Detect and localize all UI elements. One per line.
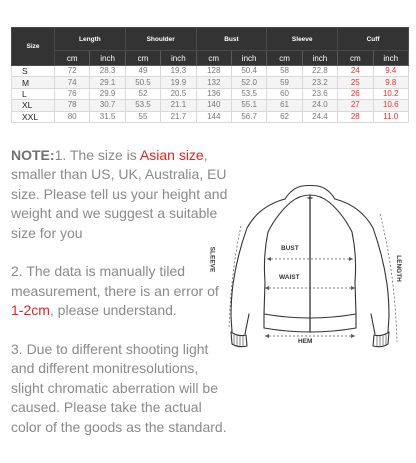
measurement-cell: 61 bbox=[267, 100, 302, 111]
jacket-outline-icon bbox=[205, 182, 416, 352]
size-name-cell: XL bbox=[12, 100, 55, 111]
measurement-cell: 19.3 bbox=[161, 66, 196, 77]
measurement-cell: 9.8 bbox=[373, 77, 408, 88]
measurement-cell: 74 bbox=[55, 77, 90, 88]
measurement-cell: 60 bbox=[267, 88, 302, 99]
size-chart-unit-row bbox=[12, 51, 409, 66]
bust-label: BUST bbox=[281, 245, 299, 252]
table-row bbox=[12, 77, 409, 88]
measurement-cell: 50.4 bbox=[231, 66, 266, 77]
shoulder-header: Shoulder bbox=[125, 28, 196, 51]
measurement-cell: 23.2 bbox=[302, 77, 337, 88]
size-name-cell: L bbox=[12, 88, 55, 99]
table-row bbox=[12, 88, 409, 99]
size-chart-table bbox=[11, 27, 409, 123]
measurement-cell: 25 bbox=[338, 77, 373, 88]
note-3: 3. Due to different shooting light and different monitresolutions, slight chromatic aberration will be caused. Please take the actual color of the goods as the standard. bbox=[11, 341, 227, 435]
measurement-cell: 9.4 bbox=[373, 66, 408, 77]
measurement-cell: 49 bbox=[125, 66, 160, 77]
measurement-cell: 29.1 bbox=[90, 77, 125, 88]
measurement-cell: 59 bbox=[267, 77, 302, 88]
hem-label: HEM bbox=[298, 338, 313, 345]
measurement-cell: 31.5 bbox=[90, 111, 125, 122]
measurement-cell: 30.7 bbox=[90, 100, 125, 111]
unit-header: inch bbox=[302, 51, 337, 66]
unit-header: inch bbox=[161, 51, 196, 66]
measurement-cell: 10.2 bbox=[373, 88, 408, 99]
unit-header: cm bbox=[196, 51, 231, 66]
measurement-cell: 53.5 bbox=[125, 100, 160, 111]
measurement-cell: 55.1 bbox=[231, 100, 266, 111]
note-2-rest: , please understand. bbox=[49, 302, 177, 319]
bust-header: Bust bbox=[196, 28, 267, 51]
measurement-cell: 27 bbox=[338, 100, 373, 111]
measurement-cell: 140 bbox=[196, 100, 231, 111]
measurement-cell: 50.5 bbox=[125, 77, 160, 88]
length-header: Length bbox=[55, 28, 126, 51]
table-row bbox=[12, 111, 409, 122]
size-chart-group-row bbox=[12, 28, 409, 51]
measurement-cell: 144 bbox=[196, 111, 231, 122]
measurement-cell: 28.3 bbox=[90, 66, 125, 77]
measurement-cell: 10.6 bbox=[373, 100, 408, 111]
measurement-cell: 80 bbox=[55, 111, 90, 122]
table-row bbox=[12, 66, 409, 77]
size-column-header: Size bbox=[12, 28, 55, 66]
unit-header: cm bbox=[55, 51, 90, 66]
note-2-text: 2. The data is manually tiled measurement, there is an error of bbox=[11, 263, 219, 299]
measurement-cell: 11.0 bbox=[373, 111, 408, 122]
note-1-text: 1. The size is bbox=[54, 147, 140, 163]
note-2 bbox=[11, 262, 231, 320]
measurement-cell: 21.7 bbox=[161, 111, 196, 122]
measurement-cell: 78 bbox=[55, 100, 90, 111]
measurement-cell: 24 bbox=[338, 66, 373, 77]
measurement-cell: 55 bbox=[125, 111, 160, 122]
measurement-cell: 56.7 bbox=[231, 111, 266, 122]
error-range-highlight: 1-2cm bbox=[11, 302, 50, 319]
unit-header: cm bbox=[267, 51, 302, 66]
size-name-cell: XXL bbox=[12, 111, 55, 122]
measurement-cell: 28 bbox=[338, 111, 373, 122]
size-notes bbox=[11, 146, 231, 437]
measurement-cell: 24.4 bbox=[302, 111, 337, 122]
measurement-cell: 136 bbox=[196, 88, 231, 99]
unit-header: inch bbox=[373, 51, 408, 66]
measurement-cell: 72 bbox=[55, 66, 90, 77]
unit-header: inch bbox=[231, 51, 266, 66]
length-label: LENGTH bbox=[394, 255, 402, 282]
cuff-header: Cuff bbox=[338, 28, 409, 51]
size-name-cell: S bbox=[12, 66, 55, 77]
measurement-cell: 52 bbox=[125, 88, 160, 99]
measurement-cell: 58 bbox=[267, 66, 302, 77]
measurement-cell: 62 bbox=[267, 111, 302, 122]
table-row bbox=[12, 100, 409, 111]
measurement-cell: 52.0 bbox=[231, 77, 266, 88]
size-chart-body bbox=[12, 66, 409, 123]
measurement-cell: 21.1 bbox=[161, 100, 196, 111]
unit-header: cm bbox=[125, 51, 160, 66]
waist-label: WAIST bbox=[279, 274, 300, 281]
note-1-rest: , smaller than US, UK, Australia, EU size. Please tell us your height and weight and we suggest a suitable size for you bbox=[11, 147, 228, 241]
measurement-cell: 29.9 bbox=[90, 88, 125, 99]
sleeve-header: Sleeve bbox=[267, 28, 338, 51]
measurement-cell: 23.6 bbox=[302, 88, 337, 99]
measurement-cell: 19.9 bbox=[161, 77, 196, 88]
measurement-cell: 20.5 bbox=[161, 88, 196, 99]
measurement-cell: 24.0 bbox=[302, 100, 337, 111]
note-1 bbox=[11, 146, 231, 243]
size-name-cell: M bbox=[12, 77, 55, 88]
measurement-cell: 22.8 bbox=[302, 66, 337, 77]
sleeve-label: SLEEVE bbox=[208, 246, 216, 273]
unit-header: cm bbox=[338, 51, 373, 66]
measurement-cell: 53.5 bbox=[231, 88, 266, 99]
asian-size-highlight: Asian size bbox=[139, 147, 204, 163]
measurement-cell: 128 bbox=[196, 66, 231, 77]
note-label: NOTE: bbox=[11, 147, 55, 163]
unit-header: inch bbox=[90, 51, 125, 66]
measurement-cell: 26 bbox=[338, 88, 373, 99]
jacket-measurement-diagram bbox=[205, 182, 416, 352]
measurement-cell: 76 bbox=[55, 88, 90, 99]
measurement-cell: 132 bbox=[196, 77, 231, 88]
